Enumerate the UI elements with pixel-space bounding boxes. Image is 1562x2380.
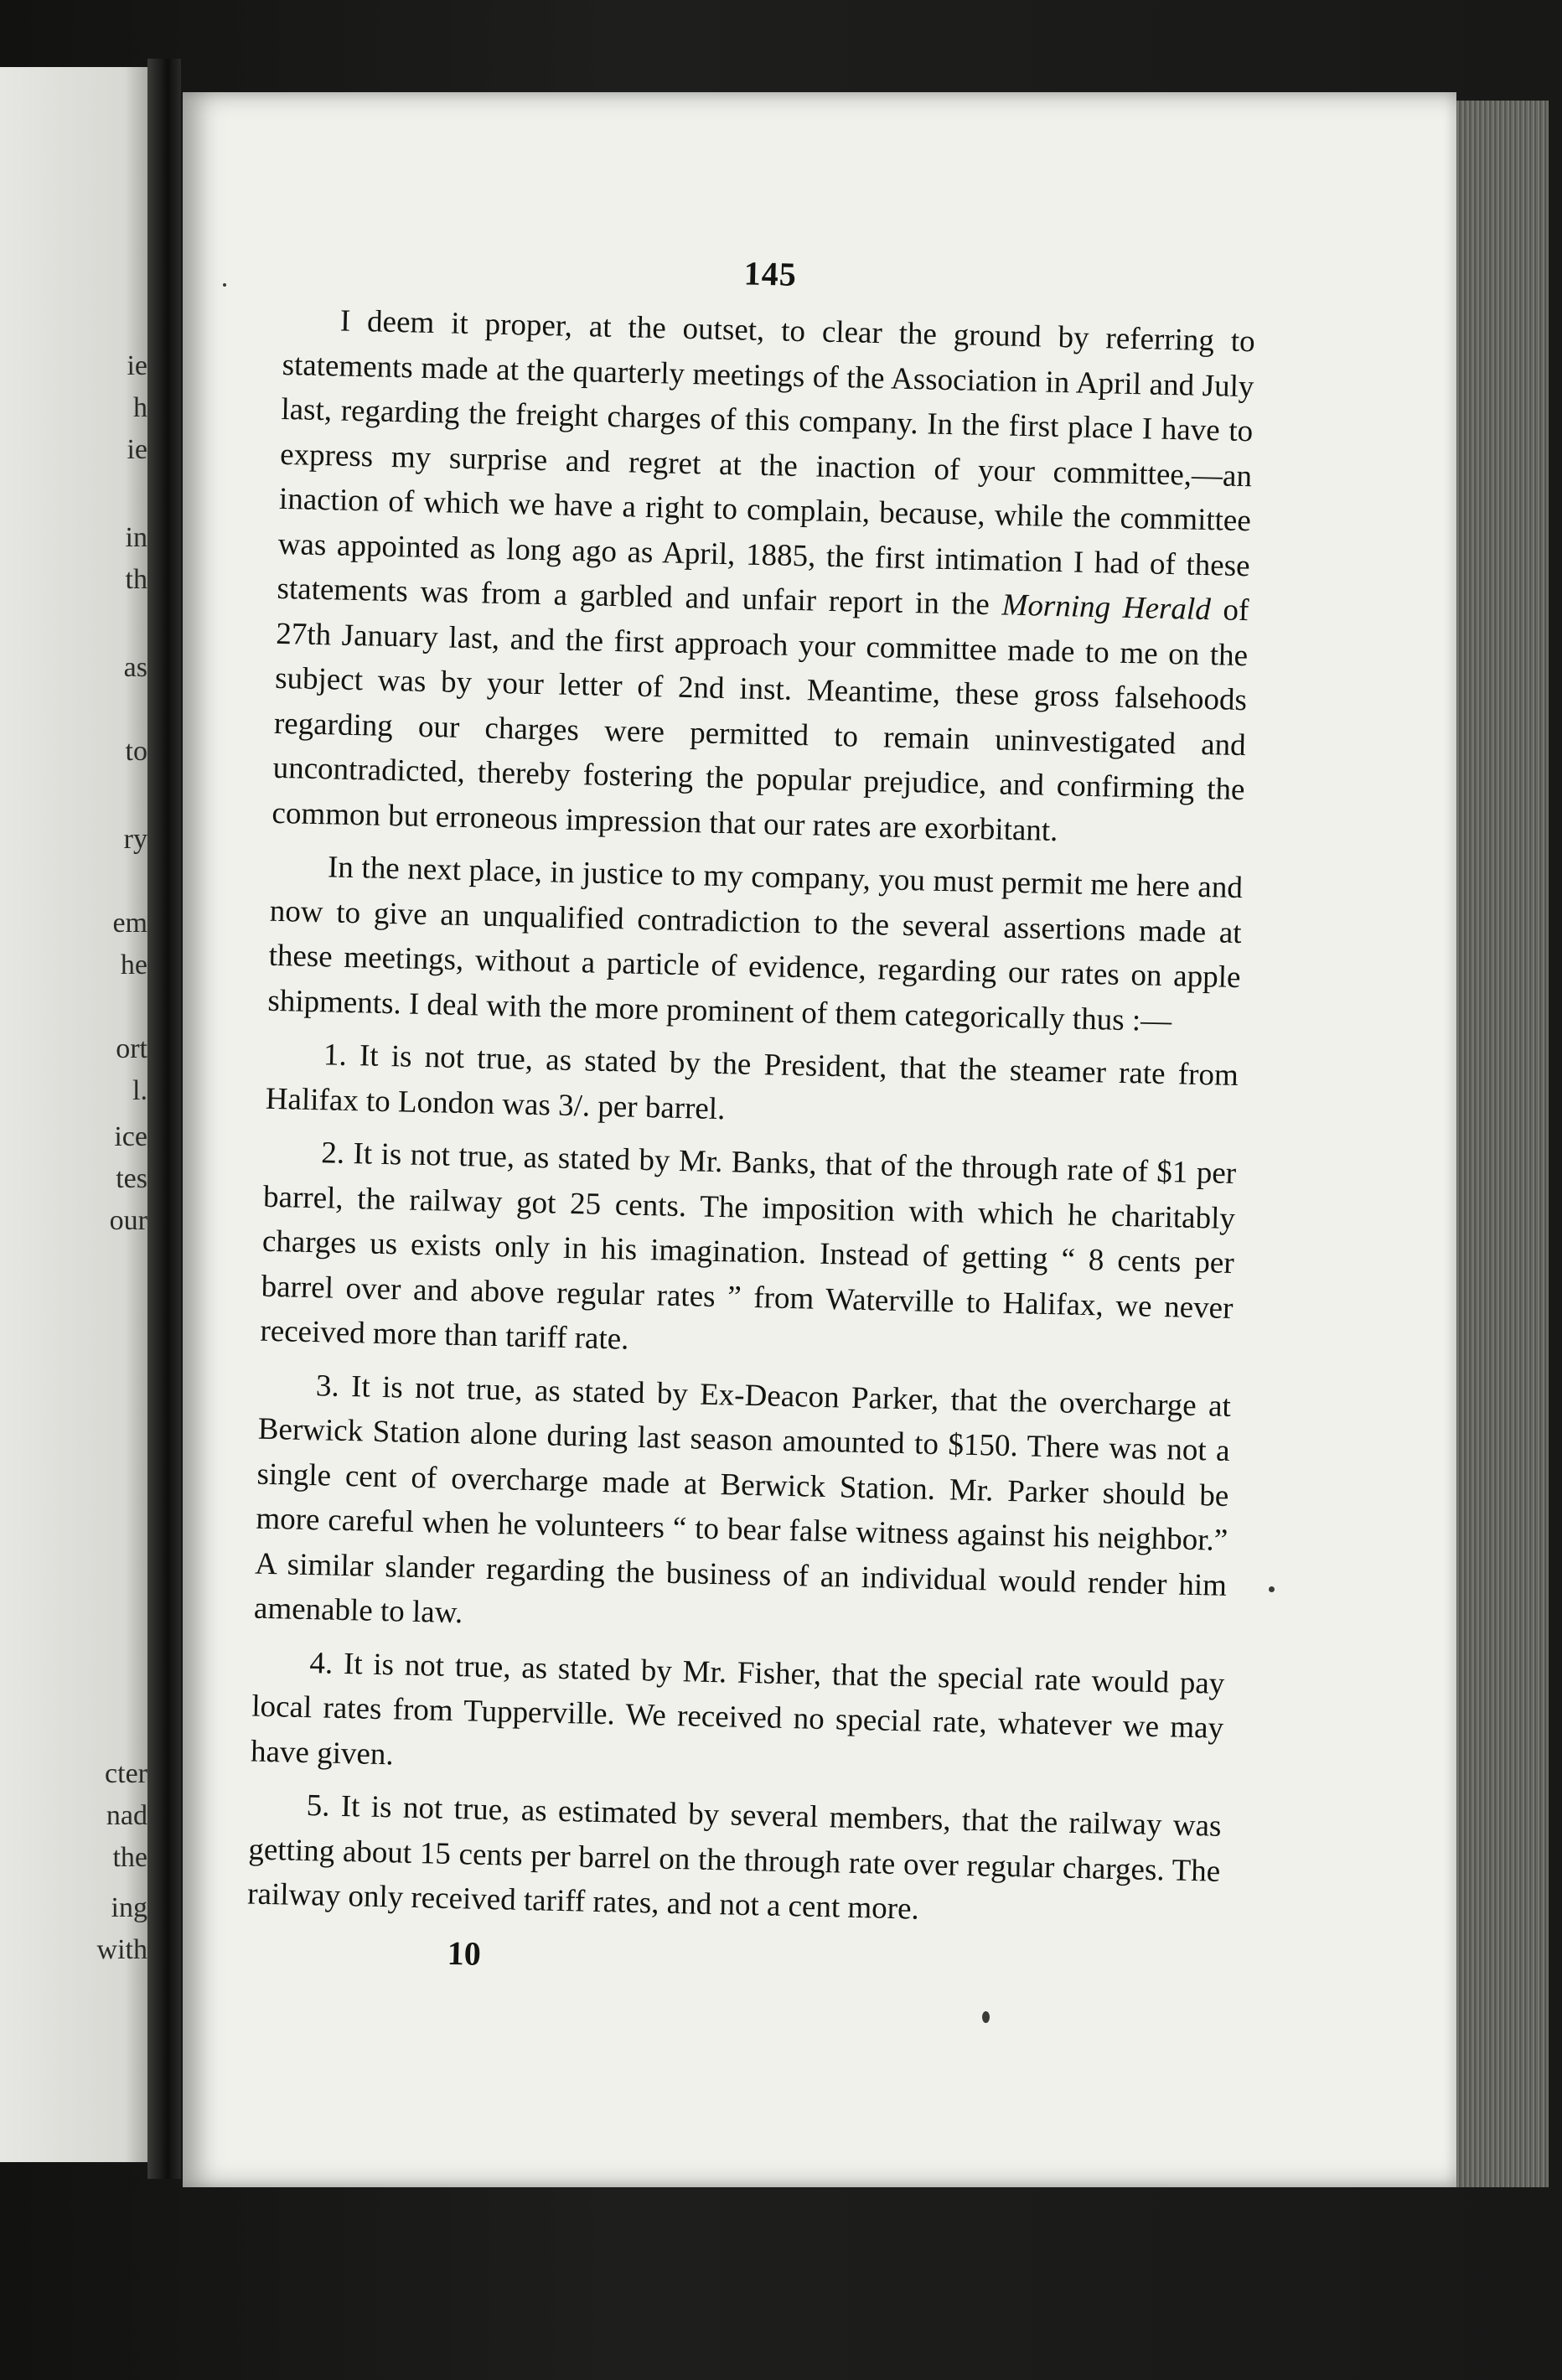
left-page-fragment: in (125, 522, 147, 553)
left-page-fragment: he (120, 949, 147, 980)
item-4: 4. It is not true, as stated by Mr. Fisher, that the special rate would pay local rates from Tupperville. We received no special rate, whatever we may have given. (250, 1645, 1225, 1772)
left-page-fragment: with (96, 1934, 147, 1965)
left-page-fragment: ort (116, 1033, 147, 1064)
left-page-fragment: h (133, 392, 147, 423)
paragraph-1 (272, 298, 1255, 857)
left-page-fragment: ie (127, 434, 147, 465)
dust-speck (982, 2011, 990, 2023)
dust-speck (1269, 1586, 1275, 1592)
paragraph-2: In the next place, in justice to my company, you must permit me here and now to give an unqualified contradiction to the several assertions made at these meetings, without a particle of evidence, regarding our rates on apple shipments. I deal with the more prominent of them categorically thus :— (267, 850, 1244, 1038)
newspaper-title: Morning Herald (1001, 587, 1212, 628)
page-text-block (246, 243, 1256, 1989)
item-1: 1. It is not true, as stated by the President, that the steamer rate from Halifax to London was 3/. per barrel. (265, 1037, 1239, 1126)
left-page-fragment: tes (116, 1163, 147, 1194)
left-page-fragment: ry (123, 824, 147, 855)
item-3: 3. It is not true, as stated by Ex-Deacon Parker, that the overcharge at Berwick Station alone during last season amounted to $150. There was not a single cent of overcharge made at Berwick Station. Mr. Parker should be more careful when he volunteers “ to bear false witness against his neighbor.” A similar slander regarding the business of an individual would render him amenable to law. (253, 1368, 1232, 1631)
paragraph-1-text-b: of 27th January last, and the first approach your committee made to me on the subject was by your letter of 2nd inst. Meantime, these gross falsehoods regarding our charges were permitted to remain uninvestigated and uncontradicted, thereby fostering the popular prejudice, and confirming the common but erroneous impression that our rates are exorbitant. (272, 592, 1249, 848)
left-page-fragment: ie (127, 350, 147, 381)
left-page-fragment: ing (111, 1892, 147, 1923)
left-page-fragment: em (112, 908, 147, 939)
signature-mark: 10 (447, 1933, 482, 1973)
left-page-fragment: the (112, 1842, 147, 1873)
left-page-fragment: cter (105, 1758, 147, 1789)
paragraph-1-text-a: I deem it proper, at the outset, to clear the ground by referring to statements made at the quarterly meetings of the Association in April and July last, regarding the freight charges of this company. In the first place I have to express my surprise and regret at the inaction of your committee,—an inaction of which we have a right to complain, because, while the committee was appointed as long ago as April, 1885, the first intimation I had of these statements was from a garbled and unfair report in the (277, 303, 1256, 623)
book-gutter (147, 59, 181, 2179)
item-5: 5. It is not true, as estimated by several members, that the railway was getting about 15 cents per barrel on the through rate over regular charges. The railway only received tariff rates, and not a cent more. (246, 1788, 1222, 1927)
left-page-fragment: to (125, 736, 147, 767)
left-facing-page (0, 67, 156, 2162)
left-page-fragment: our (109, 1205, 147, 1236)
item-2: 2. It is not true, as stated by Mr. Banks, that of the through rate of $1 per barrel, the railway got 25 cents. The imposition with which he charitably charges us exists only in his imagination. Instead of getting “ 8 cents per barrel over and above regular rates ” from Waterville to Halifax, we never received more than tariff rate. (260, 1136, 1237, 1357)
left-page-fragment: nad (106, 1800, 147, 1831)
left-page-fragment: ice (114, 1121, 147, 1152)
left-page-fragment: l. (132, 1075, 147, 1106)
left-page-fragment: as (123, 652, 147, 683)
page-edges (1456, 101, 1549, 2187)
dust-speck (223, 283, 226, 287)
left-page-fragment: th (125, 564, 147, 595)
page-number: 145 (743, 254, 798, 293)
